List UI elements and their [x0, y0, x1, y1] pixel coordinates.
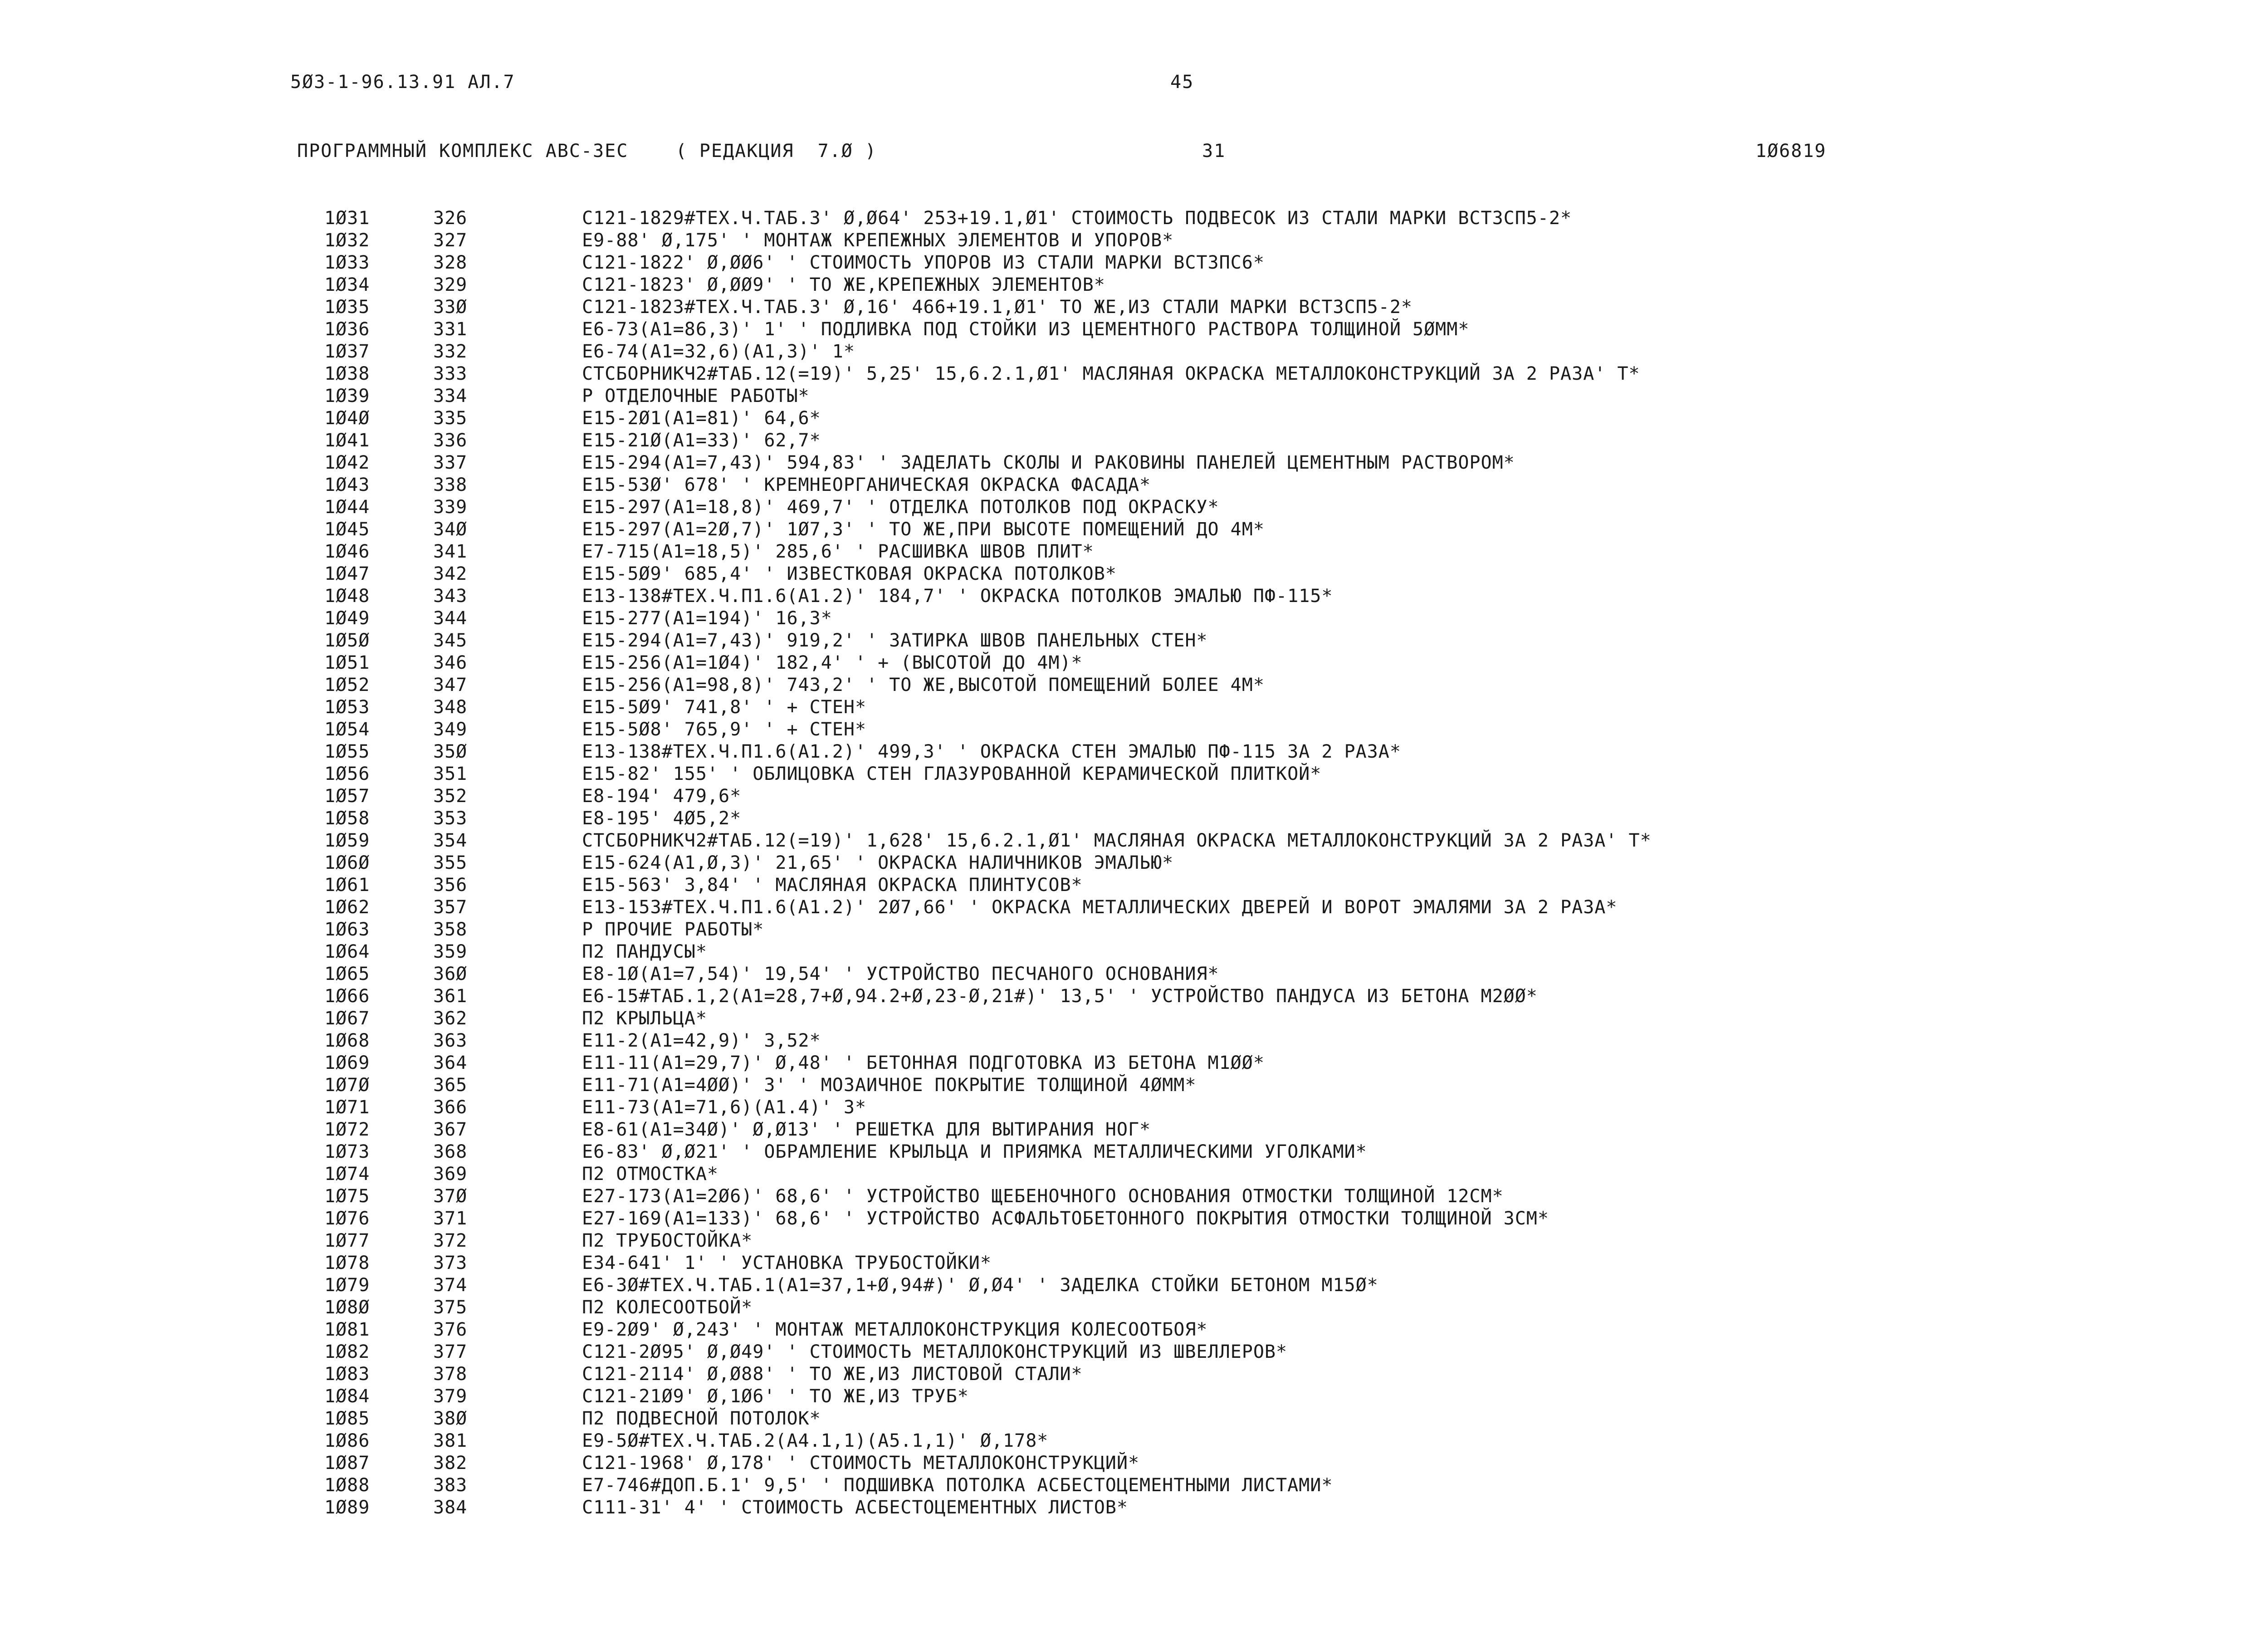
- listing-row: [0, 1008, 2268, 1030]
- record-text: Е27-173(А1=2Ø6)' 68,6' ' УСТРОЙСТВО ЩЕБЕНОЧНОГО ОСНОВАНИЯ ОТМОСТКИ ТОЛЩИНОЙ 12СМ*: [582, 1186, 1504, 1207]
- record-text: С121-1822' Ø,ØØ6' ' СТОИМОСТЬ УПОРОВ ИЗ СТАЛИ МАРКИ ВСТ3ПС6*: [582, 252, 1265, 273]
- record-number: 349: [433, 719, 468, 740]
- record-text: Е15-624(А1,Ø,3)' 21,65' ' ОКРАСКА НАЛИЧНИКОВ ЭМАЛЬЮ*: [582, 852, 1174, 873]
- record-number: 337: [433, 452, 468, 473]
- listing-row: [0, 341, 2268, 363]
- record-text: Е15-21Ø(А1=33)' 62,7*: [582, 430, 821, 451]
- line-number: 1Ø4Ø: [324, 408, 370, 429]
- record-number: 361: [433, 986, 468, 1007]
- line-number: 1Ø55: [324, 741, 370, 762]
- line-number: 1Ø63: [324, 919, 370, 940]
- line-number: 1Ø64: [324, 941, 370, 962]
- record-text: Е6-15#ТАБ.1,2(А1=28,7+Ø,94.2+Ø,23-Ø,21#)' 13,5' ' УСТРОЙСТВО ПАНДУСА ИЗ БЕТОНА М2ØØ*: [582, 986, 1538, 1007]
- record-number: 368: [433, 1141, 468, 1162]
- listing-row: [0, 1430, 2268, 1453]
- line-number: 1Ø38: [324, 363, 370, 384]
- line-number: 1Ø48: [324, 586, 370, 607]
- record-text: П2 ТРУБОСТОЙКА*: [582, 1230, 753, 1251]
- record-text: С121-1829#ТЕХ.Ч.ТАБ.3' Ø,Ø64' 253+19.1,Ø1' СТОИМОСТЬ ПОДВЕСОК ИЗ СТАЛИ МАРКИ ВСТ3СП5-2*: [582, 208, 1572, 229]
- record-text: Е27-169(А1=133)' 68,6' ' УСТРОЙСТВО АСФАЛЬТОБЕТОННОГО ПОКРЫТИЯ ОТМОСТКИ ТОЛЩИНОЙ 3СМ*: [582, 1208, 1549, 1229]
- listing-row: [0, 608, 2268, 630]
- listing-row: [0, 1164, 2268, 1186]
- listing-row: [0, 1275, 2268, 1297]
- listing-row: [0, 1119, 2268, 1141]
- line-number: 1Ø71: [324, 1097, 370, 1118]
- record-number: 376: [433, 1319, 468, 1340]
- record-text: С121-1823' Ø,ØØ9' ' ТО ЖЕ,КРЕПЕЖНЫХ ЭЛЕМЕНТОВ*: [582, 274, 1105, 295]
- record-text: Е6-74(А1=32,6)(А1,3)' 1*: [582, 341, 855, 362]
- record-number: 38Ø: [433, 1408, 468, 1429]
- listing-row: [0, 1075, 2268, 1097]
- record-text: Е15-297(А1=2Ø,7)' 1Ø7,3' ' ТО ЖЕ,ПРИ ВЫСОТЕ ПОМЕЩЕНИЙ ДО 4М*: [582, 519, 1265, 540]
- record-number: 343: [433, 586, 468, 607]
- record-text: Е13-138#ТЕХ.Ч.П1.6(А1.2)' 499,3' ' ОКРАСКА СТЕН ЭМАЛЬЮ ПФ-115 ЗА 2 РАЗА*: [582, 741, 1401, 762]
- record-number: 355: [433, 852, 468, 873]
- line-number: 1Ø87: [324, 1453, 370, 1474]
- listing-row: [0, 586, 2268, 608]
- record-number: 367: [433, 1119, 468, 1140]
- record-number: 348: [433, 697, 468, 718]
- record-number: 377: [433, 1341, 468, 1362]
- listing-row: [0, 852, 2268, 875]
- record-number: 358: [433, 919, 468, 940]
- record-number: 36Ø: [433, 964, 468, 984]
- line-number: 1Ø6Ø: [324, 852, 370, 873]
- listing-row: [0, 497, 2268, 519]
- listing-row: [0, 408, 2268, 430]
- line-number: 1Ø83: [324, 1364, 370, 1385]
- line-number: 1Ø68: [324, 1030, 370, 1051]
- line-number: 1Ø5Ø: [324, 630, 370, 651]
- record-number: 359: [433, 941, 468, 962]
- line-number: 1Ø59: [324, 830, 370, 851]
- line-number: 1Ø66: [324, 986, 370, 1007]
- record-number: 335: [433, 408, 468, 429]
- listing-row: [0, 652, 2268, 675]
- listing-row: [0, 252, 2268, 274]
- line-number: 1Ø58: [324, 808, 370, 829]
- record-number: 384: [433, 1497, 468, 1518]
- listing-row: [0, 1253, 2268, 1275]
- record-text: Е11-71(А1=4ØØ)' 3' ' МОЗАИЧНОЕ ПОКРЫТИЕ ТОЛЩИНОЙ 4ØММ*: [582, 1075, 1197, 1096]
- record-number: 379: [433, 1386, 468, 1407]
- line-number: 1Ø33: [324, 252, 370, 273]
- line-number: 1Ø79: [324, 1275, 370, 1296]
- line-number: 1Ø49: [324, 608, 370, 629]
- listing-row: [0, 1341, 2268, 1364]
- line-number: 1Ø46: [324, 541, 370, 562]
- record-number: 35Ø: [433, 741, 468, 762]
- record-text: Е15-256(А1=1Ø4)' 182,4' ' + (ВЫСОТОЙ ДО 4М)*: [582, 652, 1083, 673]
- listing-row: [0, 1186, 2268, 1208]
- listing-row: [0, 1297, 2268, 1319]
- listing-row: [0, 519, 2268, 541]
- listing-row: [0, 919, 2268, 941]
- record-number: 336: [433, 430, 468, 451]
- listing-row: [0, 719, 2268, 741]
- line-number: 1Ø53: [324, 697, 370, 718]
- record-number: 381: [433, 1430, 468, 1451]
- record-number: 352: [433, 786, 468, 807]
- line-number: 1Ø56: [324, 764, 370, 784]
- record-text: П2 КОЛЕСООТБОЙ*: [582, 1297, 753, 1318]
- record-number: 338: [433, 475, 468, 495]
- listing-row: [0, 741, 2268, 764]
- line-number: 1Ø69: [324, 1053, 370, 1073]
- record-text: Е9-5Ø#ТЕХ.Ч.ТАБ.2(А4.1,1)(А5.1,1)' Ø,178*: [582, 1430, 1049, 1451]
- record-text: Е15-2Ø1(А1=81)' 64,6*: [582, 408, 821, 429]
- record-text: П2 ПОДВЕСНОЙ ПОТОЛОК*: [582, 1408, 821, 1429]
- line-number: 1Ø65: [324, 964, 370, 984]
- record-text: П2 КРЫЛЬЦА*: [582, 1008, 707, 1029]
- record-number: 344: [433, 608, 468, 629]
- listing-row: [0, 1141, 2268, 1164]
- record-number: 346: [433, 652, 468, 673]
- record-text: Е7-746#ДОП.Б.1' 9,5' ' ПОДШИВКА ПОТОЛКА АСБЕСТОЦЕМЕНТНЫМИ ЛИСТАМИ*: [582, 1475, 1333, 1496]
- record-text: Е13-153#ТЕХ.Ч.П1.6(А1.2)' 2Ø7,66' ' ОКРАСКА МЕТАЛЛИЧЕСКИХ ДВЕРЕЙ И ВОРОТ ЭМАЛЯМИ ЗА 2 РАЗА*: [582, 897, 1618, 918]
- line-number: 1Ø31: [324, 208, 370, 229]
- record-text: С121-2114' Ø,Ø88' ' ТО ЖЕ,ИЗ ЛИСТОВОЙ СТАЛИ*: [582, 1364, 1083, 1385]
- listing-row: [0, 630, 2268, 652]
- line-number: 1Ø75: [324, 1186, 370, 1207]
- record-number: 339: [433, 497, 468, 518]
- listing-row: [0, 541, 2268, 563]
- record-text: Е9-2Ø9' Ø,243' ' МОНТАЖ МЕТАЛЛОКОНСТРУКЦИЯ КОЛЕСООТБОЯ*: [582, 1319, 1208, 1340]
- record-text: Е7-715(А1=18,5)' 285,6' ' РАСШИВКА ШВОВ ПЛИТ*: [582, 541, 1094, 562]
- line-number: 1Ø34: [324, 274, 370, 295]
- record-text: Е6-3Ø#ТЕХ.Ч.ТАБ.1(А1=37,1+Ø,94#)' Ø,Ø4' ' ЗАДЕЛКА СТОЙКИ БЕТОНОМ М15Ø*: [582, 1275, 1378, 1296]
- line-number: 1Ø54: [324, 719, 370, 740]
- line-number: 1Ø42: [324, 452, 370, 473]
- record-text: С121-1968' Ø,178' ' СТОИМОСТЬ МЕТАЛЛОКОНСТРУКЦИЙ*: [582, 1453, 1140, 1474]
- program-title: ПРОГРАММНЫЙ КОМПЛЕКС АВС-3ЕС ( РЕДАКЦИЯ 7.Ø ): [297, 141, 877, 162]
- record-text: Е15-563' 3,84' ' МАСЛЯНАЯ ОКРАСКА ПЛИНТУСОВ*: [582, 875, 1083, 896]
- line-number: 1Ø32: [324, 230, 370, 251]
- record-number: 357: [433, 897, 468, 918]
- record-number: 333: [433, 363, 468, 384]
- record-number: 33Ø: [433, 297, 468, 318]
- line-number: 1Ø43: [324, 475, 370, 495]
- record-text: Е6-83' Ø,Ø21' ' ОБРАМЛЕНИЕ КРЫЛЬЦА И ПРИЯМКА МЕТАЛЛИЧЕСКИМИ УГОЛКАМИ*: [582, 1141, 1367, 1162]
- record-number: 332: [433, 341, 468, 362]
- record-text: Е15-5Ø9' 685,4' ' ИЗВЕСТКОВАЯ ОКРАСКА ПОТОЛКОВ*: [582, 563, 1117, 584]
- listing-row: [0, 386, 2268, 408]
- record-text: П2 ПАНДУСЫ*: [582, 941, 707, 962]
- listing-row: [0, 1230, 2268, 1253]
- listing-row: [0, 1053, 2268, 1075]
- record-number: 331: [433, 319, 468, 340]
- line-number: 1Ø77: [324, 1230, 370, 1251]
- listing-row: [0, 941, 2268, 964]
- line-number: 1Ø73: [324, 1141, 370, 1162]
- record-number: 373: [433, 1253, 468, 1273]
- record-number: 351: [433, 764, 468, 784]
- record-number: 329: [433, 274, 468, 295]
- listing-table: [0, 208, 2268, 1519]
- record-text: Е15-294(А1=7,43)' 919,2' ' ЗАТИРКА ШВОВ ПАНЕЛЬНЫХ СТЕН*: [582, 630, 1208, 651]
- listing-row: [0, 786, 2268, 808]
- listing-row: [0, 319, 2268, 341]
- record-text: С121-21Ø9' Ø,1Ø6' ' ТО ЖЕ,ИЗ ТРУБ*: [582, 1386, 969, 1407]
- page-number: 45: [1170, 72, 1194, 93]
- line-number: 1Ø44: [324, 497, 370, 518]
- record-text: Е15-297(А1=18,8)' 469,7' ' ОТДЕЛКА ПОТОЛКОВ ПОД ОКРАСКУ*: [582, 497, 1219, 518]
- listing-row: [0, 1408, 2268, 1430]
- listing-row: [0, 208, 2268, 230]
- listing-row: [0, 452, 2268, 475]
- line-number: 1Ø39: [324, 386, 370, 406]
- record-number: 369: [433, 1164, 468, 1185]
- record-text: С111-31' 4' ' СТОИМОСТЬ АСБЕСТОЦЕМЕНТНЫХ ЛИСТОВ*: [582, 1497, 1128, 1518]
- listing-row: [0, 964, 2268, 986]
- record-text: Е6-73(А1=86,3)' 1' ' ПОДЛИВКА ПОД СТОЙКИ ИЗ ЦЕМЕНТНОГО РАСТВОРА ТОЛЩИНОЙ 5ØММ*: [582, 319, 1470, 340]
- record-text: Е8-61(А1=34Ø)' Ø,Ø13' ' РЕШЕТКА ДЛЯ ВЫТИРАНИЯ НОГ*: [582, 1119, 1151, 1140]
- line-number: 1Ø51: [324, 652, 370, 673]
- record-number: 362: [433, 1008, 468, 1029]
- listing-row: [0, 1453, 2268, 1475]
- line-number: 1Ø74: [324, 1164, 370, 1185]
- line-number: 1Ø78: [324, 1253, 370, 1273]
- record-text: Е15-5Ø8' 765,9' ' + СТЕН*: [582, 719, 867, 740]
- record-text: С121-1823#ТЕХ.Ч.ТАБ.3' Ø,16' 466+19.1,Ø1' ТО ЖЕ,ИЗ СТАЛИ МАРКИ ВСТ3СП5-2*: [582, 297, 1413, 318]
- line-number: 1Ø84: [324, 1386, 370, 1407]
- record-number: 383: [433, 1475, 468, 1496]
- record-number: 34Ø: [433, 519, 468, 540]
- record-number: 363: [433, 1030, 468, 1051]
- record-number: 347: [433, 675, 468, 695]
- record-text: Е11-11(А1=29,7)' Ø,48' ' БЕТОННАЯ ПОДГОТОВКА ИЗ БЕТОНА М1ØØ*: [582, 1053, 1265, 1073]
- record-number: 356: [433, 875, 468, 896]
- listing-row: [0, 1030, 2268, 1053]
- listing-row: [0, 764, 2268, 786]
- record-text: Е8-1Ø(А1=7,54)' 19,54' ' УСТРОЙСТВО ПЕСЧАНОГО ОСНОВАНИЯ*: [582, 964, 1219, 984]
- record-text: Е15-277(А1=194)' 16,3*: [582, 608, 832, 629]
- record-number: 327: [433, 230, 468, 251]
- line-number: 1Ø37: [324, 341, 370, 362]
- record-number: 353: [433, 808, 468, 829]
- record-number: 354: [433, 830, 468, 851]
- listing-row: [0, 1319, 2268, 1341]
- record-text: Е8-194' 479,6*: [582, 786, 742, 807]
- record-text: Е15-82' 155' ' ОБЛИЦОВКА СТЕН ГЛАЗУРОВАННОЙ КЕРАМИЧЕСКОЙ ПЛИТКОЙ*: [582, 764, 1322, 784]
- line-number: 1Ø76: [324, 1208, 370, 1229]
- record-number: 326: [433, 208, 468, 229]
- listing-row: [0, 986, 2268, 1008]
- listing-row: [0, 1097, 2268, 1119]
- record-number: 366: [433, 1097, 468, 1118]
- listing-row: [0, 1386, 2268, 1408]
- record-text: Р ОТДЕЛОЧНЫЕ РАБОТЫ*: [582, 386, 810, 406]
- line-number: 1Ø57: [324, 786, 370, 807]
- record-number: 371: [433, 1208, 468, 1229]
- listing-row: [0, 808, 2268, 830]
- line-number: 1Ø61: [324, 875, 370, 896]
- line-number: 1Ø35: [324, 297, 370, 318]
- line-number: 1Ø45: [324, 519, 370, 540]
- record-text: Р ПРОЧИЕ РАБОТЫ*: [582, 919, 764, 940]
- line-number: 1Ø72: [324, 1119, 370, 1140]
- line-number: 1Ø67: [324, 1008, 370, 1029]
- listing-row: [0, 363, 2268, 386]
- record-text: Е11-73(А1=71,6)(А1.4)' 3*: [582, 1097, 867, 1118]
- record-text: Е34-641' 1' ' УСТАНОВКА ТРУБОСТОЙКИ*: [582, 1253, 992, 1273]
- listing-row: [0, 1497, 2268, 1519]
- record-number: 382: [433, 1453, 468, 1474]
- listing-row: [0, 1475, 2268, 1497]
- line-number: 1Ø41: [324, 430, 370, 451]
- line-number: 1Ø82: [324, 1341, 370, 1362]
- record-number: 328: [433, 252, 468, 273]
- line-number: 1Ø85: [324, 1408, 370, 1429]
- record-text: Е13-138#ТЕХ.Ч.П1.6(А1.2)' 184,7' ' ОКРАСКА ПОТОЛКОВ ЭМАЛЬЮ ПФ-115*: [582, 586, 1333, 607]
- record-number: 365: [433, 1075, 468, 1096]
- record-number: 364: [433, 1053, 468, 1073]
- line-number: 1Ø88: [324, 1475, 370, 1496]
- record-text: Е8-195' 4Ø5,2*: [582, 808, 742, 829]
- sheet-number: 31: [1202, 141, 1226, 162]
- record-text: СТСБОРНИКЧ2#ТАБ.12(=19)' 1,628' 15,6.2.1,Ø1' МАСЛЯНАЯ ОКРАСКА МЕТАЛЛОКОНСТРУКЦИЙ ЗА 2 РАЗА' Т*: [582, 830, 1652, 851]
- record-text: С121-2Ø95' Ø,Ø49' ' СТОИМОСТЬ МЕТАЛЛОКОНСТРУКЦИЙ ИЗ ШВЕЛЛЕРОВ*: [582, 1341, 1288, 1362]
- record-text: Е11-2(А1=42,9)' 3,52*: [582, 1030, 821, 1051]
- line-number: 1Ø62: [324, 897, 370, 918]
- record-text: Е15-256(А1=98,8)' 743,2' ' ТО ЖЕ,ВЫСОТОЙ ПОМЕЩЕНИЙ БОЛЕЕ 4М*: [582, 675, 1265, 695]
- listing-row: [0, 430, 2268, 452]
- record-text: П2 ОТМОСТКА*: [582, 1164, 719, 1185]
- line-number: 1Ø7Ø: [324, 1075, 370, 1096]
- record-text: Е15-294(А1=7,43)' 594,83' ' ЗАДЕЛАТЬ СКОЛЫ И РАКОВИНЫ ПАНЕЛЕЙ ЦЕМЕНТНЫМ РАСТВОРОМ*: [582, 452, 1515, 473]
- record-number: 378: [433, 1364, 468, 1385]
- listing-row: [0, 475, 2268, 497]
- document-id: 5Ø3-1-96.13.91 АЛ.7: [290, 72, 515, 93]
- record-text: Е15-53Ø' 678' ' КРЕМНЕОРГАНИЧЕСКАЯ ОКРАСКА ФАСАДА*: [582, 475, 1151, 495]
- listing-row: [0, 1364, 2268, 1386]
- record-text: Е15-5Ø9' 741,8' ' + СТЕН*: [582, 697, 867, 718]
- listing-row: [0, 697, 2268, 719]
- line-number: 1Ø86: [324, 1430, 370, 1451]
- record-number: 375: [433, 1297, 468, 1318]
- listing-row: [0, 274, 2268, 297]
- listing-row: [0, 1208, 2268, 1230]
- listing-row: [0, 563, 2268, 586]
- document-number: 1Ø6819: [1755, 141, 1827, 162]
- listing-row: [0, 875, 2268, 897]
- listing-row: [0, 830, 2268, 852]
- record-number: 342: [433, 563, 468, 584]
- record-number: 37Ø: [433, 1186, 468, 1207]
- line-number: 1Ø36: [324, 319, 370, 340]
- record-number: 341: [433, 541, 468, 562]
- record-number: 374: [433, 1275, 468, 1296]
- record-text: СТСБОРНИКЧ2#ТАБ.12(=19)' 5,25' 15,6.2.1,Ø1' МАСЛЯНАЯ ОКРАСКА МЕТАЛЛОКОНСТРУКЦИЙ ЗА 2 РАЗА' Т*: [582, 363, 1640, 384]
- line-number: 1Ø47: [324, 563, 370, 584]
- record-number: 334: [433, 386, 468, 406]
- record-text: Е9-88' Ø,175' ' МОНТАЖ КРЕПЕЖНЫХ ЭЛЕМЕНТОВ И УПОРОВ*: [582, 230, 1174, 251]
- line-number: 1Ø8Ø: [324, 1297, 370, 1318]
- line-number: 1Ø89: [324, 1497, 370, 1518]
- record-number: 372: [433, 1230, 468, 1251]
- listing-row: [0, 675, 2268, 697]
- listing-row: [0, 897, 2268, 919]
- line-number: 1Ø52: [324, 675, 370, 695]
- listing-row: [0, 297, 2268, 319]
- listing-row: [0, 230, 2268, 252]
- record-number: 345: [433, 630, 468, 651]
- line-number: 1Ø81: [324, 1319, 370, 1340]
